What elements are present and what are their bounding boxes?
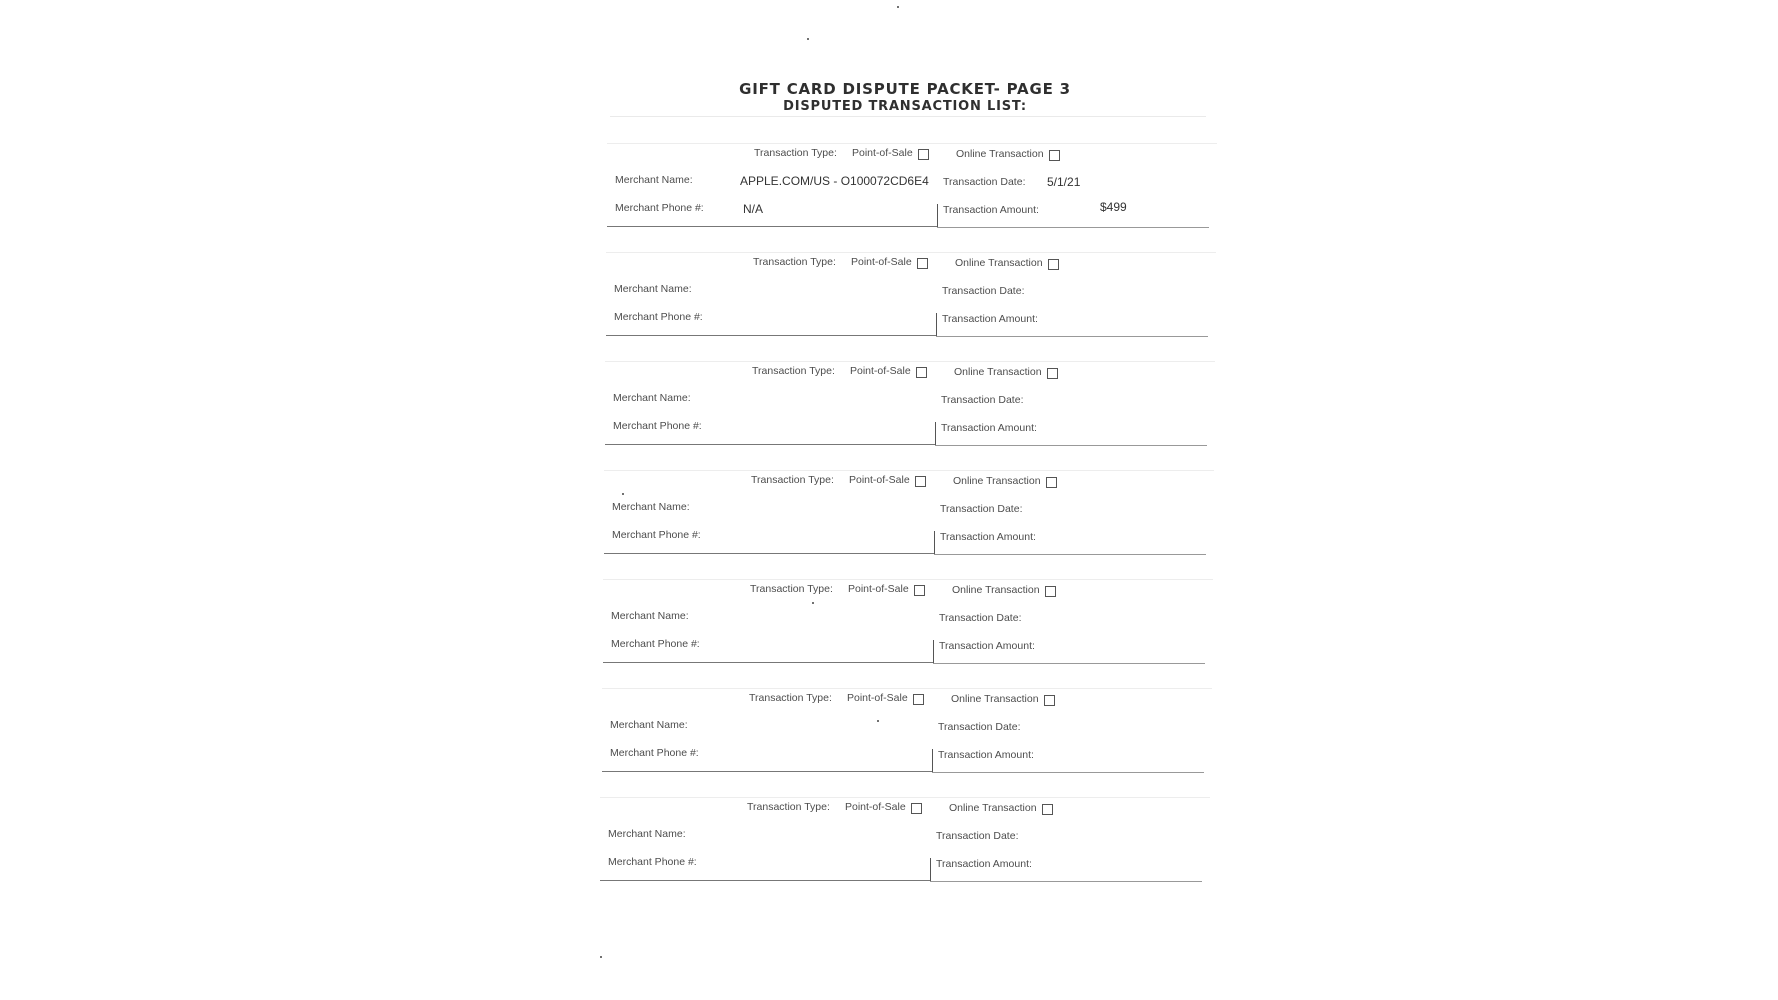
transaction-type-label: Transaction Type:	[751, 474, 834, 486]
column-divider	[932, 749, 933, 772]
transaction-type-label: Transaction Type:	[747, 801, 830, 813]
page-subtitle: DISPUTED TRANSACTION LIST:	[783, 99, 1027, 114]
column-divider	[933, 640, 934, 663]
transaction-type-label: Transaction Type:	[750, 583, 833, 595]
online-transaction-checkbox[interactable]	[1044, 695, 1055, 706]
column-divider	[930, 858, 931, 881]
section-rule-left	[606, 335, 936, 336]
section-rule-left	[603, 662, 933, 663]
transaction-amount-label: Transaction Amount:	[942, 313, 1038, 325]
point-of-sale-label: Point-of-Sale	[851, 256, 912, 268]
merchant-phone-label: Merchant Phone #:	[610, 747, 699, 759]
online-transaction-label: Online Transaction	[954, 366, 1042, 378]
transaction-amount-label: Transaction Amount:	[936, 858, 1032, 870]
online-transaction-checkbox[interactable]	[1042, 804, 1053, 815]
scan-speck	[600, 956, 602, 958]
section-rule-left	[602, 771, 932, 772]
point-of-sale-checkbox[interactable]	[918, 149, 929, 160]
transaction-date-label: Transaction Date:	[943, 176, 1026, 188]
transaction-amount-label: Transaction Amount:	[943, 204, 1039, 216]
merchant-phone-value[interactable]: N/A	[743, 202, 764, 216]
transaction-amount-label: Transaction Amount:	[941, 422, 1037, 434]
online-transaction-checkbox[interactable]	[1049, 150, 1060, 161]
online-transaction-label: Online Transaction	[956, 148, 1044, 160]
transaction-amount-value[interactable]: $499	[1100, 200, 1127, 214]
header-rule	[610, 116, 1206, 117]
transaction-section-2	[606, 252, 1216, 364]
scan-speck	[897, 6, 899, 8]
column-divider	[934, 531, 935, 554]
point-of-sale-label: Point-of-Sale	[847, 692, 908, 704]
point-of-sale-checkbox[interactable]	[917, 258, 928, 269]
column-divider	[937, 204, 938, 227]
merchant-phone-label: Merchant Phone #:	[615, 202, 704, 214]
transaction-section-6	[602, 688, 1212, 800]
point-of-sale-label: Point-of-Sale	[848, 583, 909, 595]
online-transaction-checkbox[interactable]	[1048, 259, 1059, 270]
point-of-sale-checkbox[interactable]	[915, 476, 926, 487]
point-of-sale-label: Point-of-Sale	[850, 365, 911, 377]
page-title: GIFT CARD DISPUTE PACKET- PAGE 3	[739, 80, 1071, 98]
scan-speck	[877, 720, 879, 722]
point-of-sale-label: Point-of-Sale	[849, 474, 910, 486]
section-rule-right	[936, 336, 1208, 337]
transaction-type-label: Transaction Type:	[749, 692, 832, 704]
merchant-name-label: Merchant Name:	[613, 392, 691, 404]
merchant-phone-label: Merchant Phone #:	[608, 856, 697, 868]
transaction-date-label: Transaction Date:	[941, 394, 1024, 406]
point-of-sale-checkbox[interactable]	[911, 803, 922, 814]
transaction-section-5	[603, 579, 1213, 691]
point-of-sale-label: Point-of-Sale	[845, 801, 906, 813]
online-transaction-label: Online Transaction	[953, 475, 1041, 487]
point-of-sale-checkbox[interactable]	[913, 694, 924, 705]
section-rule-left	[605, 444, 935, 445]
online-transaction-label: Online Transaction	[955, 257, 1043, 269]
point-of-sale-label: Point-of-Sale	[852, 147, 913, 159]
column-divider	[936, 313, 937, 336]
merchant-name-label: Merchant Name:	[615, 174, 693, 186]
point-of-sale-checkbox[interactable]	[916, 367, 927, 378]
transaction-section-7	[600, 797, 1210, 909]
merchant-name-label: Merchant Name:	[611, 610, 689, 622]
transaction-date-label: Transaction Date:	[936, 830, 1019, 842]
column-divider	[935, 422, 936, 445]
section-rule-left	[604, 553, 934, 554]
section-rule-left	[607, 226, 937, 227]
transaction-date-label: Transaction Date:	[938, 721, 1021, 733]
scan-speck	[812, 602, 814, 604]
scan-speck	[807, 38, 809, 40]
merchant-phone-label: Merchant Phone #:	[614, 311, 703, 323]
transaction-amount-label: Transaction Amount:	[939, 640, 1035, 652]
transaction-section-4	[604, 470, 1214, 582]
merchant-name-label: Merchant Name:	[608, 828, 686, 840]
title-block	[605, 80, 1205, 114]
transaction-amount-label: Transaction Amount:	[940, 531, 1036, 543]
section-rule-right	[937, 227, 1209, 228]
merchant-phone-label: Merchant Phone #:	[612, 529, 701, 541]
merchant-name-label: Merchant Name:	[612, 501, 690, 513]
transaction-date-value[interactable]: 5/1/21	[1047, 175, 1081, 189]
merchant-phone-label: Merchant Phone #:	[613, 420, 702, 432]
merchant-name-label: Merchant Name:	[614, 283, 692, 295]
transaction-date-label: Transaction Date:	[940, 503, 1023, 515]
section-rule-right	[933, 663, 1205, 664]
online-transaction-checkbox[interactable]	[1047, 368, 1058, 379]
transaction-type-label: Transaction Type:	[753, 256, 836, 268]
merchant-name-value[interactable]: APPLE.COM/US - O100072CD6E4	[740, 174, 929, 188]
section-rule-left	[600, 880, 930, 881]
transaction-amount-label: Transaction Amount:	[938, 749, 1034, 761]
transaction-section-3	[605, 361, 1215, 473]
point-of-sale-checkbox[interactable]	[914, 585, 925, 596]
online-transaction-checkbox[interactable]	[1045, 586, 1056, 597]
online-transaction-checkbox[interactable]	[1046, 477, 1057, 488]
online-transaction-label: Online Transaction	[951, 693, 1039, 705]
transaction-type-label: Transaction Type:	[752, 365, 835, 377]
section-rule-right	[934, 554, 1206, 555]
transaction-date-label: Transaction Date:	[939, 612, 1022, 624]
merchant-phone-label: Merchant Phone #:	[611, 638, 700, 650]
section-rule-right	[932, 772, 1204, 773]
transaction-date-label: Transaction Date:	[942, 285, 1025, 297]
scan-speck	[622, 493, 624, 495]
transaction-type-label: Transaction Type:	[754, 147, 837, 159]
section-rule-right	[935, 445, 1207, 446]
merchant-name-label: Merchant Name:	[610, 719, 688, 731]
section-rule-right	[930, 881, 1202, 882]
transaction-section-1	[607, 143, 1217, 255]
online-transaction-label: Online Transaction	[952, 584, 1040, 596]
online-transaction-label: Online Transaction	[949, 802, 1037, 814]
